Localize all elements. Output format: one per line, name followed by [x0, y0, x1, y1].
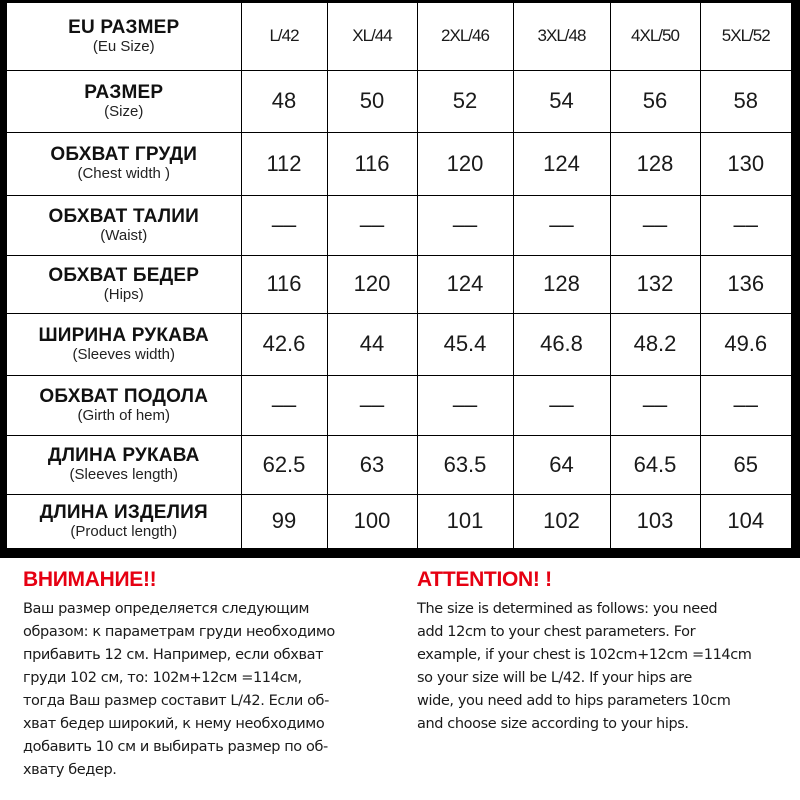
- table-row-product-length: [7, 494, 791, 548]
- table-cell: 42.6: [241, 313, 327, 375]
- note-line: прибавить 12 см. Например, если обхват: [23, 647, 324, 663]
- table-row-waist: [7, 195, 791, 255]
- table-cell: 44: [327, 313, 417, 375]
- size-header: L/42: [241, 3, 327, 70]
- table-cell: 124: [417, 255, 513, 313]
- table-row-sleeves-length: [7, 435, 791, 494]
- row-label-en: (Product length): [70, 522, 178, 540]
- note-body-ru: [23, 598, 408, 782]
- note-line: example, if your chest is 102cm+12cm =114cm: [417, 647, 752, 663]
- size-header: 2XL/46: [417, 3, 513, 70]
- row-label-cell: [7, 195, 241, 255]
- table-cell: 56: [610, 70, 700, 132]
- note-line: and choose size according to your hips.: [417, 716, 689, 732]
- row-label-en: (Chest width ): [77, 165, 171, 182]
- table-cell: 103: [610, 494, 700, 548]
- table-cell: ––: [241, 195, 327, 255]
- table-cell: 136: [700, 255, 791, 313]
- row-label-ru: ОБХВАТ ПОДОЛА: [39, 385, 209, 407]
- table-cell: ––: [610, 195, 700, 255]
- row-label-ru: РАЗМЕР: [84, 81, 164, 103]
- row-label-ru: ОБХВАТ ГРУДИ: [50, 144, 198, 165]
- table-cell: ––: [327, 375, 417, 435]
- note-line: груди 102 см, то: 102м+12см =114см,: [23, 670, 302, 686]
- table-cell: 48: [241, 70, 327, 132]
- table-cell: ––: [513, 195, 610, 255]
- row-label-cell: [7, 132, 241, 195]
- table-cell: ––: [241, 375, 327, 435]
- size-header: 3XL/48: [513, 3, 610, 70]
- note-line: so your size will be L/42. If your hips are: [417, 670, 692, 686]
- note-english: [417, 566, 800, 736]
- table-row-chest: [7, 132, 791, 195]
- table-cell: 48.2: [610, 313, 700, 375]
- table-cell: 116: [241, 255, 327, 313]
- row-label-en: (Waist): [100, 226, 148, 244]
- table-cell: ––: [513, 375, 610, 435]
- table-cell: 50: [327, 70, 417, 132]
- header-label-cell: [7, 3, 241, 70]
- header-label-ru: EU РАЗМЕР: [68, 16, 180, 38]
- table-cell: ––: [610, 375, 700, 435]
- row-label-cell: [7, 255, 241, 313]
- note-title-ru: ВНИМАНИЕ!!: [23, 568, 157, 591]
- table-cell: 46.8: [513, 313, 610, 375]
- note-line: add 12cm to your chest parameters. For: [417, 624, 696, 640]
- row-label-cell: [7, 435, 241, 494]
- table-cell: 120: [417, 132, 513, 195]
- table-cell: 64: [513, 435, 610, 494]
- row-label-en: (Hips): [103, 285, 144, 303]
- row-label-en: (Girth of hem): [77, 406, 171, 424]
- note-line: образом: к параметрам груди необходимо: [23, 624, 335, 640]
- table-cell: ––: [327, 195, 417, 255]
- table-row-size: [7, 70, 791, 132]
- table-cell: ––: [417, 195, 513, 255]
- note-line: хват бедер широкий, к нему необходимо: [23, 716, 325, 732]
- header-label-en: (Eu Size): [92, 37, 155, 55]
- row-label-ru: ОБХВАТ БЕДЕР: [48, 264, 200, 286]
- table-cell: 124: [513, 132, 610, 195]
- table-cell: 64.5: [610, 435, 700, 494]
- table-cell: 130: [700, 132, 791, 195]
- table-cell: 52: [417, 70, 513, 132]
- note-line: Ваш размер определяется следующим: [23, 601, 310, 617]
- table-cell: 112: [241, 132, 327, 195]
- row-label-cell: [7, 313, 241, 375]
- table-cell: 99: [241, 494, 327, 548]
- note-russian: [23, 566, 408, 782]
- table-cell: 128: [513, 255, 610, 313]
- table-cell: 120: [327, 255, 417, 313]
- table-cell: 49.6: [700, 313, 791, 375]
- row-label-cell: [7, 494, 241, 548]
- table-cell: 54: [513, 70, 610, 132]
- table-row-hem: [7, 375, 791, 435]
- table-cell: 100: [327, 494, 417, 548]
- size-header: 4XL/50: [610, 3, 700, 70]
- row-label-ru: ДЛИНА ИЗДЕЛИЯ: [39, 501, 208, 523]
- note-title-en: ATTENTION! !: [417, 568, 552, 591]
- size-header: XL/44: [327, 3, 417, 70]
- size-header: 5XL/52: [700, 3, 791, 70]
- note-line: wide, you need add to hips parameters 10cm: [417, 693, 731, 709]
- table-row-sleeves-width: [7, 313, 791, 375]
- row-label-en: (Size): [104, 102, 144, 120]
- row-label-en: (Sleeves length): [69, 466, 178, 483]
- table-cell: 63.5: [417, 435, 513, 494]
- row-label-en: (Sleeves width): [72, 345, 176, 363]
- row-label-cell: [7, 375, 241, 435]
- note-line: добавить 10 см и выбирать размер по об-: [23, 739, 328, 755]
- table-cell: 62.5: [241, 435, 327, 494]
- table-cell: 116: [327, 132, 417, 195]
- table-cell: 63: [327, 435, 417, 494]
- note-line: тогда Ваш размер составит L/42. Если об-: [23, 693, 329, 709]
- header-row: [7, 3, 791, 70]
- table-cell: 65: [700, 435, 791, 494]
- row-label-ru: ДЛИНА РУКАВА: [47, 445, 200, 466]
- table-cell: ––: [700, 195, 791, 255]
- note-body-en: [417, 598, 800, 736]
- table-cell: ––: [700, 375, 791, 435]
- table-cell: 102: [513, 494, 610, 548]
- table-cell: 45.4: [417, 313, 513, 375]
- note-line: хвату бедер.: [23, 762, 117, 778]
- row-label-cell: [7, 70, 241, 132]
- size-chart-table: [7, 3, 791, 548]
- row-label-ru: ОБХВАТ ТАЛИИ: [48, 205, 199, 227]
- table-cell: 128: [610, 132, 700, 195]
- table-cell: 58: [700, 70, 791, 132]
- note-line: The size is determined as follows: you need: [417, 601, 718, 617]
- table-cell: ––: [417, 375, 513, 435]
- row-label-ru: ШИРИНА РУКАВА: [38, 324, 209, 346]
- table-cell: 101: [417, 494, 513, 548]
- table-cell: 132: [610, 255, 700, 313]
- table-cell: 104: [700, 494, 791, 548]
- table-row-hips: [7, 255, 791, 313]
